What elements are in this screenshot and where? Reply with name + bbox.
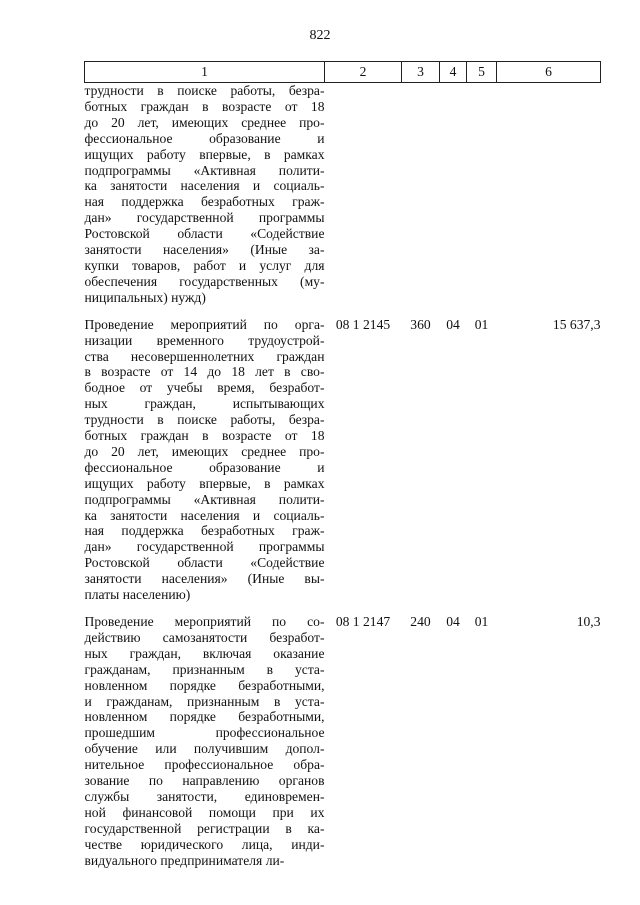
description-line: новленном порядке безработными, (84, 677, 325, 693)
row-section: 04 (446, 614, 460, 629)
description-line: ка занятости населения и социаль- (84, 178, 325, 194)
row-target-code: 08 1 2145 (335, 316, 391, 332)
description-line: обучение или получившим допол- (84, 741, 325, 757)
row-amount: 10,3 (576, 614, 601, 629)
header-col-3: 3 (402, 62, 440, 83)
description-line: новленном порядке безработными, (84, 709, 325, 725)
page-number: 822 (309, 28, 331, 43)
description-line: зование по направлению органов (84, 773, 325, 789)
description-line: бодное от учебы время, безработ- (84, 380, 325, 396)
description-line: до 20 лет, имеющих среднее про- (84, 443, 325, 459)
row-description (85, 603, 325, 869)
description-line: Ростовской области «Содействие (84, 226, 325, 242)
description-line: до 20 лет, имеющих среднее про- (84, 114, 325, 130)
table-body (85, 83, 601, 869)
description-line: честве юридического лица, инди- (84, 836, 325, 852)
description-line: ных граждан, включая оказание (84, 645, 325, 661)
description-line: дан» государственной программы (84, 539, 325, 555)
row-description (85, 83, 325, 306)
header-col-1: 1 (85, 62, 325, 83)
description-line: трудности в поиске работы, безра- (84, 83, 325, 98)
budget-table (84, 61, 601, 869)
description-line: ботных граждан в возрасте от 18 (84, 98, 325, 114)
row-target-code: 08 1 2147 (335, 614, 391, 629)
description-line: фессиональное образование и (84, 130, 325, 146)
row-target-code (325, 83, 402, 306)
description-line: ства несовершеннолетних граждан (84, 348, 325, 364)
description-line: нительное профессиональное обра- (84, 757, 325, 773)
row-expense-type: 240 (410, 614, 431, 629)
description-line: ная поддержка безработных граж- (84, 194, 325, 210)
description-line: ботных граждан в возрасте от 18 (84, 428, 325, 444)
table-header-row (85, 62, 601, 83)
description-line: низации временного трудоустрой- (84, 332, 325, 348)
description-line: платы населению) (84, 587, 191, 603)
table-row (85, 603, 601, 869)
description-line: государственной регистрации в ка- (84, 820, 325, 836)
description-line: занятости населения» (Иные за- (84, 242, 325, 258)
row-section: 04 (446, 316, 460, 332)
table-row (85, 306, 601, 603)
description-line: подпрограммы «Активная полити- (84, 162, 325, 178)
header-col-5: 5 (467, 62, 497, 83)
description-line: ных граждан, испытывающих (84, 396, 325, 412)
row-subsection: 01 (474, 614, 489, 629)
row-subsection: 01 (474, 316, 489, 332)
description-line: в возрасте от 14 до 18 лет в сво- (84, 364, 325, 380)
row-description (85, 306, 325, 603)
description-line: службы занятости, единовремен- (84, 788, 325, 804)
description-line: обеспечения государственных (му- (84, 273, 325, 289)
description-line: действию самозанятости безработ- (84, 629, 325, 645)
header-col-4: 4 (440, 62, 467, 83)
row-expense-type (402, 83, 440, 306)
description-line: ной финансовой помощи при их (84, 804, 325, 820)
description-line: фессиональное образование и (84, 459, 325, 475)
description-line: и гражданам, признанным в уста- (84, 693, 325, 709)
description-line: подпрограммы «Активная полити- (84, 491, 325, 507)
row-section (440, 83, 467, 306)
description-line: прошедшим профессиональное (84, 725, 325, 741)
description-line: видуального предпринимателя ли- (84, 852, 285, 868)
row-amount: 15 637,3 (552, 316, 601, 332)
header-col-2: 2 (325, 62, 402, 83)
description-line: Проведение мероприятий по со- (84, 614, 325, 629)
description-line: трудности в поиске работы, безра- (84, 412, 325, 428)
row-amount (497, 83, 601, 306)
description-line: занятости населения» (Иные вы- (84, 571, 325, 587)
row-subsection (467, 83, 497, 306)
description-line: ищущих работу впервые, в рамках (84, 146, 325, 162)
row-expense-type: 360 (410, 316, 431, 332)
description-line: гражданам, признанным в уста- (84, 661, 325, 677)
description-line: купки товаров, работ и услуг для (84, 257, 325, 273)
description-line: ка занятости населения и социаль- (84, 507, 325, 523)
description-line: ная поддержка безработных граж- (84, 523, 325, 539)
description-line: Ростовской области «Содействие (84, 555, 325, 571)
description-line: Проведение мероприятий по орга- (84, 316, 325, 332)
header-col-6: 6 (497, 62, 601, 83)
description-line: дан» государственной программы (84, 210, 325, 226)
description-line: ищущих работу впервые, в рамках (84, 475, 325, 491)
table-row (85, 83, 601, 306)
description-line: ниципальных) нужд) (84, 289, 206, 305)
